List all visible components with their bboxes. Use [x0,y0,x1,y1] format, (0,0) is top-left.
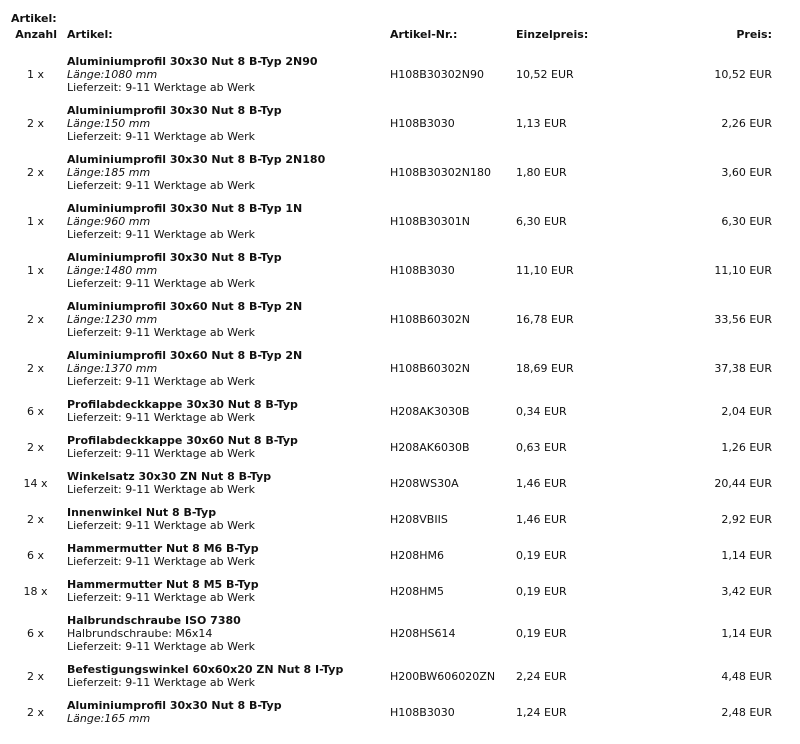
item-quantity: 14 x [23,476,48,490]
item-delivery: Lieferzeit: 9-11 Werktage ab Werk [67,179,255,192]
item-quantity: 6 x [26,627,44,640]
item-unit-price: 10,52 EUR [516,68,574,81]
item-article-number: H108B30301N [390,215,471,228]
item-name: Profilabdeckkappe 30x30 Nut 8 B-Typ [67,398,298,411]
table-row [8,658,780,694]
table-row [8,609,780,658]
table-row [8,537,780,573]
item-article [63,573,386,609]
item-length: Länge:1480 mm [67,264,158,277]
item-price: 3,60 EUR [721,166,772,179]
article-top-label: Artikel: [11,12,57,25]
item-delivery: Lieferzeit: 9-11 Werktage ab Werk [67,277,255,290]
item-length: Länge:1370 mm [67,362,158,375]
item-delivery: Lieferzeit: 9-11 Werktage ab Werk [67,676,255,689]
item-quantity: 2 x [26,440,44,454]
header-article: Artikel: [67,28,113,41]
item-article-number: H208AK6030B [390,440,470,454]
item-price: 20,44 EUR [714,476,772,490]
item-article-number: H108B60302N [390,313,471,326]
item-name: Hammermutter Nut 8 M5 B-Typ [67,578,259,591]
item-quantity: 2 x [26,166,44,179]
item-price: 2,92 EUR [721,512,772,526]
item-length: Länge:185 mm [67,166,151,179]
item-article [63,197,386,246]
item-quantity: 2 x [26,512,44,526]
item-article [63,148,386,197]
item-price: 2,04 EUR [721,404,772,418]
item-delivery: Lieferzeit: 9-11 Werktage ab Werk [67,483,255,496]
item-article [63,50,386,99]
table-header-row [8,28,780,50]
item-unit-price: 0,19 EUR [516,548,567,562]
item-delivery: Lieferzeit: 9-11 Werktage ab Werk [67,591,255,604]
item-name: Winkelsatz 30x30 ZN Nut 8 B-Typ [67,470,272,483]
item-article [63,393,386,429]
item-unit-price: 0,63 EUR [516,440,567,454]
item-price: 37,38 EUR [714,362,772,375]
item-article-number: H108B30302N180 [390,166,492,179]
item-quantity: 18 x [23,584,48,598]
item-article [63,694,386,730]
table-row [8,393,780,429]
item-article-number: H200BW606020ZN [390,669,496,683]
item-price: 10,52 EUR [714,68,772,81]
table-row [8,50,780,99]
table-row [8,429,780,465]
item-article-number: H108B3030 [390,705,455,719]
item-article-number: H208VBIIS [390,512,448,526]
item-article [63,295,386,344]
item-price: 2,26 EUR [721,117,772,130]
item-article-number: H208HS614 [390,627,456,640]
item-delivery: Lieferzeit: 9-11 Werktage ab Werk [67,81,255,94]
item-article [63,501,386,537]
item-name: Befestigungswinkel 60x60x20 ZN Nut 8 I-Typ [67,663,344,676]
item-length: Länge:165 mm [67,712,151,725]
item-price: 6,30 EUR [721,215,772,228]
item-article-number: H208AK3030B [390,404,470,418]
table-row [8,694,780,730]
item-price: 33,56 EUR [714,313,772,326]
item-length: Länge:960 mm [67,215,151,228]
item-quantity: 1 x [26,264,44,277]
table-row [8,295,780,344]
item-quantity: 6 x [26,404,44,418]
item-delivery: Lieferzeit: 9-11 Werktage ab Werk [67,326,255,339]
item-article-number: H108B3030 [390,117,455,130]
table-row [8,465,780,501]
item-article-number: H208HM6 [390,548,445,562]
item-article-number: H108B60302N [390,362,471,375]
item-name: Innenwinkel Nut 8 B-Typ [67,506,217,519]
item-price: 1,14 EUR [721,548,772,562]
item-name: Aluminiumprofil 30x60 Nut 8 B-Typ 2N [67,349,303,362]
item-length: Länge:1080 mm [67,68,158,81]
item-unit-price: 1,13 EUR [516,117,567,130]
item-name: Aluminiumprofil 30x30 Nut 8 B-Typ [67,251,282,264]
order-items-table [8,28,780,730]
item-price: 1,26 EUR [721,440,772,454]
item-article [63,609,386,658]
item-article [63,99,386,148]
item-unit-price: 1,80 EUR [516,166,567,179]
item-unit-price: 0,19 EUR [516,627,567,640]
item-quantity: 2 x [26,313,44,326]
item-name: Aluminiumprofil 30x30 Nut 8 B-Typ 2N90 [67,55,318,68]
item-price: 3,42 EUR [721,584,772,598]
item-unit-price: 1,46 EUR [516,476,567,490]
item-delivery: Lieferzeit: 9-11 Werktage ab Werk [67,519,255,532]
item-extra: Halbrundschraube: M6x14 [67,627,213,640]
table-row [8,573,780,609]
table-row [8,501,780,537]
header-price: Preis: [736,28,772,41]
item-name: Aluminiumprofil 30x30 Nut 8 B-Typ [67,699,282,712]
table-row [8,246,780,295]
item-article-number: H108B30302N90 [390,68,485,81]
item-article-number: H108B3030 [390,264,455,277]
item-delivery: Lieferzeit: 9-11 Werktage ab Werk [67,447,255,460]
item-price: 4,48 EUR [721,669,772,683]
item-length: Länge:150 mm [67,117,151,130]
item-quantity: 1 x [26,215,44,228]
item-delivery: Lieferzeit: 9-11 Werktage ab Werk [67,130,255,143]
item-article [63,658,386,694]
header-qty: Anzahl [15,28,57,41]
item-article-number: H208WS30A [390,476,459,490]
item-name: Aluminiumprofil 30x30 Nut 8 B-Typ [67,104,282,117]
item-name: Aluminiumprofil 30x30 Nut 8 B-Typ 2N180 [67,153,326,166]
item-unit-price: 6,30 EUR [516,215,567,228]
item-name: Aluminiumprofil 30x30 Nut 8 B-Typ 1N [67,202,303,215]
item-article [63,465,386,501]
item-unit-price: 16,78 EUR [516,313,574,326]
table-row [8,148,780,197]
item-price: 1,14 EUR [721,627,772,640]
item-quantity: 2 x [26,117,44,130]
item-delivery: Lieferzeit: 9-11 Werktage ab Werk [67,640,255,653]
item-article [63,344,386,393]
item-price: 2,48 EUR [721,705,772,719]
table-row [8,99,780,148]
item-unit-price: 0,34 EUR [516,404,567,418]
item-quantity: 6 x [26,548,44,562]
item-unit-price: 1,46 EUR [516,512,567,526]
item-unit-price: 1,24 EUR [516,705,567,719]
item-article [63,429,386,465]
item-unit-price: 0,19 EUR [516,584,567,598]
item-unit-price: 11,10 EUR [516,264,574,277]
item-article [63,537,386,573]
item-delivery: Lieferzeit: 9-11 Werktage ab Werk [67,555,255,568]
table-row [8,197,780,246]
item-quantity: 1 x [26,68,44,81]
item-quantity: 2 x [26,705,44,719]
item-length: Länge:1230 mm [67,313,158,326]
item-article-number: H208HM5 [390,584,445,598]
item-unit-price: 18,69 EUR [516,362,574,375]
item-name: Halbrundschraube ISO 7380 [67,614,241,627]
item-quantity: 2 x [26,669,44,683]
header-unit-price: Einzelpreis: [516,28,589,41]
table-row [8,344,780,393]
header-article-number: Artikel-Nr.: [390,28,458,41]
item-name: Hammermutter Nut 8 M6 B-Typ [67,542,259,555]
item-delivery: Lieferzeit: 9-11 Werktage ab Werk [67,411,255,424]
item-article [63,246,386,295]
item-delivery: Lieferzeit: 9-11 Werktage ab Werk [67,228,255,241]
item-name: Profilabdeckkappe 30x60 Nut 8 B-Typ [67,434,298,447]
item-name: Aluminiumprofil 30x60 Nut 8 B-Typ 2N [67,300,303,313]
item-delivery: Lieferzeit: 9-11 Werktage ab Werk [67,375,255,388]
item-unit-price: 2,24 EUR [516,669,567,683]
item-quantity: 2 x [26,362,44,375]
item-price: 11,10 EUR [714,264,772,277]
